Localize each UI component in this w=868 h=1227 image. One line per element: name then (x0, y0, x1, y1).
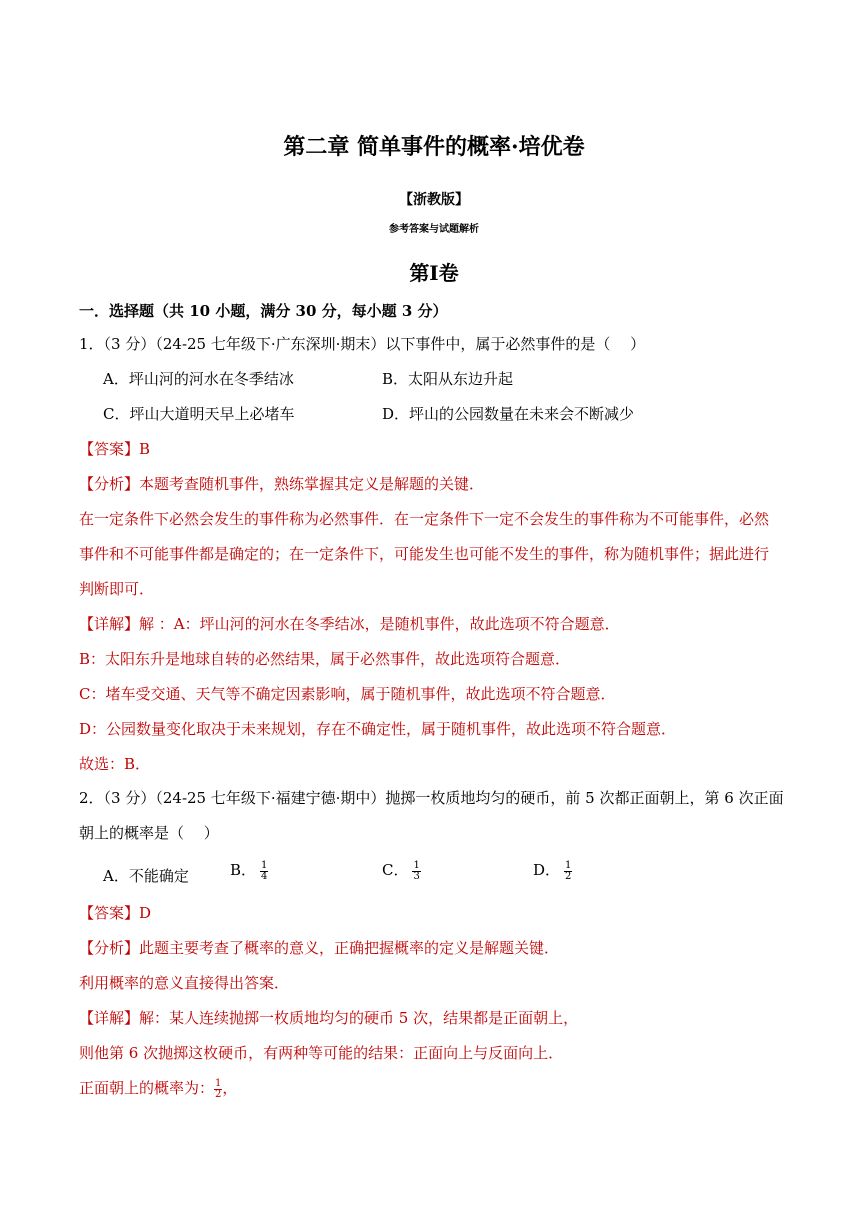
q1-detail: 【详解】解 ：A：坪山河的河水在冬季结冰，是随机事件，故此选项不符合题意． (79, 615, 620, 633)
q1-analysis-line: 在一定条件下必然会发生的事件称为必然事件．在一定条件下一定不会发生的事件称为不可能事件，必然 (79, 510, 770, 528)
q2-answer: 【答案】D (79, 904, 152, 922)
q2-analysis-line: 利用概率的意义直接得出答案． (79, 974, 290, 992)
q1-option-b: B．太阳从东边升起 (382, 370, 514, 388)
q1-analysis: 【分析】本题考查随机事件，熟练掌握其定义是解题的关键． (79, 475, 485, 493)
q2-option-c-label: C． (382, 861, 409, 879)
q1-analysis-line: 判断即可． (79, 580, 155, 598)
q2-option-c (382, 860, 421, 882)
fraction (412, 861, 420, 882)
q1-detail-line: D：公园数量变化取决于未来规划，存在不确定性，属于随机事件，故此选项不符合题意． (79, 720, 677, 738)
q1-option-c: C．坪山大道明天早上必堵车 (103, 405, 295, 423)
q2-detail-line: 则他第 6 次抛掷这枚硬币，有两种等可能的结果：正面向上与反面向上． (79, 1044, 564, 1062)
punctuation: ， (222, 1079, 238, 1097)
section-heading: 一．选择题（共 10 小题，满分 30 分，每小题 3 分） (79, 302, 448, 320)
q2-probability-text: 正面朝上的概率为： (79, 1079, 215, 1097)
q2-option-b-label: B． (230, 861, 257, 879)
q2-stem: 2．（3 分）（24-25 七年级下·福建宁德·期中）抛掷一枚质地均匀的硬币，前 5 次都正面朝上，第 6 次正面 (79, 789, 784, 807)
q1-answer: 【答案】B (79, 440, 151, 458)
q2-option-a: A．不能确定 (103, 867, 189, 885)
fraction (564, 861, 572, 882)
q1-analysis-line: 事件和不可能事件都是确定的；在一定条件下，可能发生也可能不发生的事件，称为随机事件；据此进行 (79, 545, 770, 563)
q2-detail-line (79, 1078, 237, 1100)
fraction-denominator: 2 (215, 1088, 222, 1100)
fraction-denominator: 4 (261, 870, 268, 882)
q2-option-d-label: D． (533, 861, 561, 879)
fraction-denominator: 3 (413, 870, 420, 882)
edition-label: 【浙教版】 (399, 192, 469, 208)
fraction-numerator: 1 (413, 859, 420, 871)
q1-option-d: D．坪山的公园数量在未来会不断减少 (382, 405, 635, 423)
page-title: 第二章 简单事件的概率·培优卷 (283, 134, 585, 160)
fraction-numerator: 1 (215, 1077, 222, 1089)
page-subtitle: 参考答案与试题解析 (389, 224, 479, 235)
q1-stem: 1．（3 分）（24-25 七年级下·广东深圳·期末）以下事件中，属于必然事件的是（ ） (79, 335, 646, 353)
volume-heading: 第Ⅰ卷 (409, 261, 459, 285)
fraction-numerator: 1 (565, 859, 572, 871)
q2-analysis: 【分析】此题主要考查了概率的意义，正确把握概率的定义是解题关键． (79, 939, 560, 957)
q2-stem-continued: 朝上的概率是（ ） (79, 824, 219, 842)
q2-detail: 【详解】解：某人连续抛掷一枚质地均匀的硬币 5 次，结果都是正面朝上， (79, 1009, 579, 1027)
q1-detail-line: C：堵车受交通、天气等不确定因素影响，属于随机事件，故此选项不符合题意． (79, 685, 616, 703)
q2-option-b (230, 860, 268, 882)
fraction-denominator: 2 (565, 870, 572, 882)
q2-option-d (533, 860, 572, 882)
q1-detail-line: B：太阳东升是地球自转的必然结果，属于必然事件，故此选项符合题意． (79, 650, 571, 668)
q1-option-a: A．坪山河的河水在冬季结冰 (103, 370, 294, 388)
q1-conclusion: 故选：B． (79, 755, 151, 773)
fraction-numerator: 1 (261, 859, 268, 871)
fraction (260, 861, 268, 882)
